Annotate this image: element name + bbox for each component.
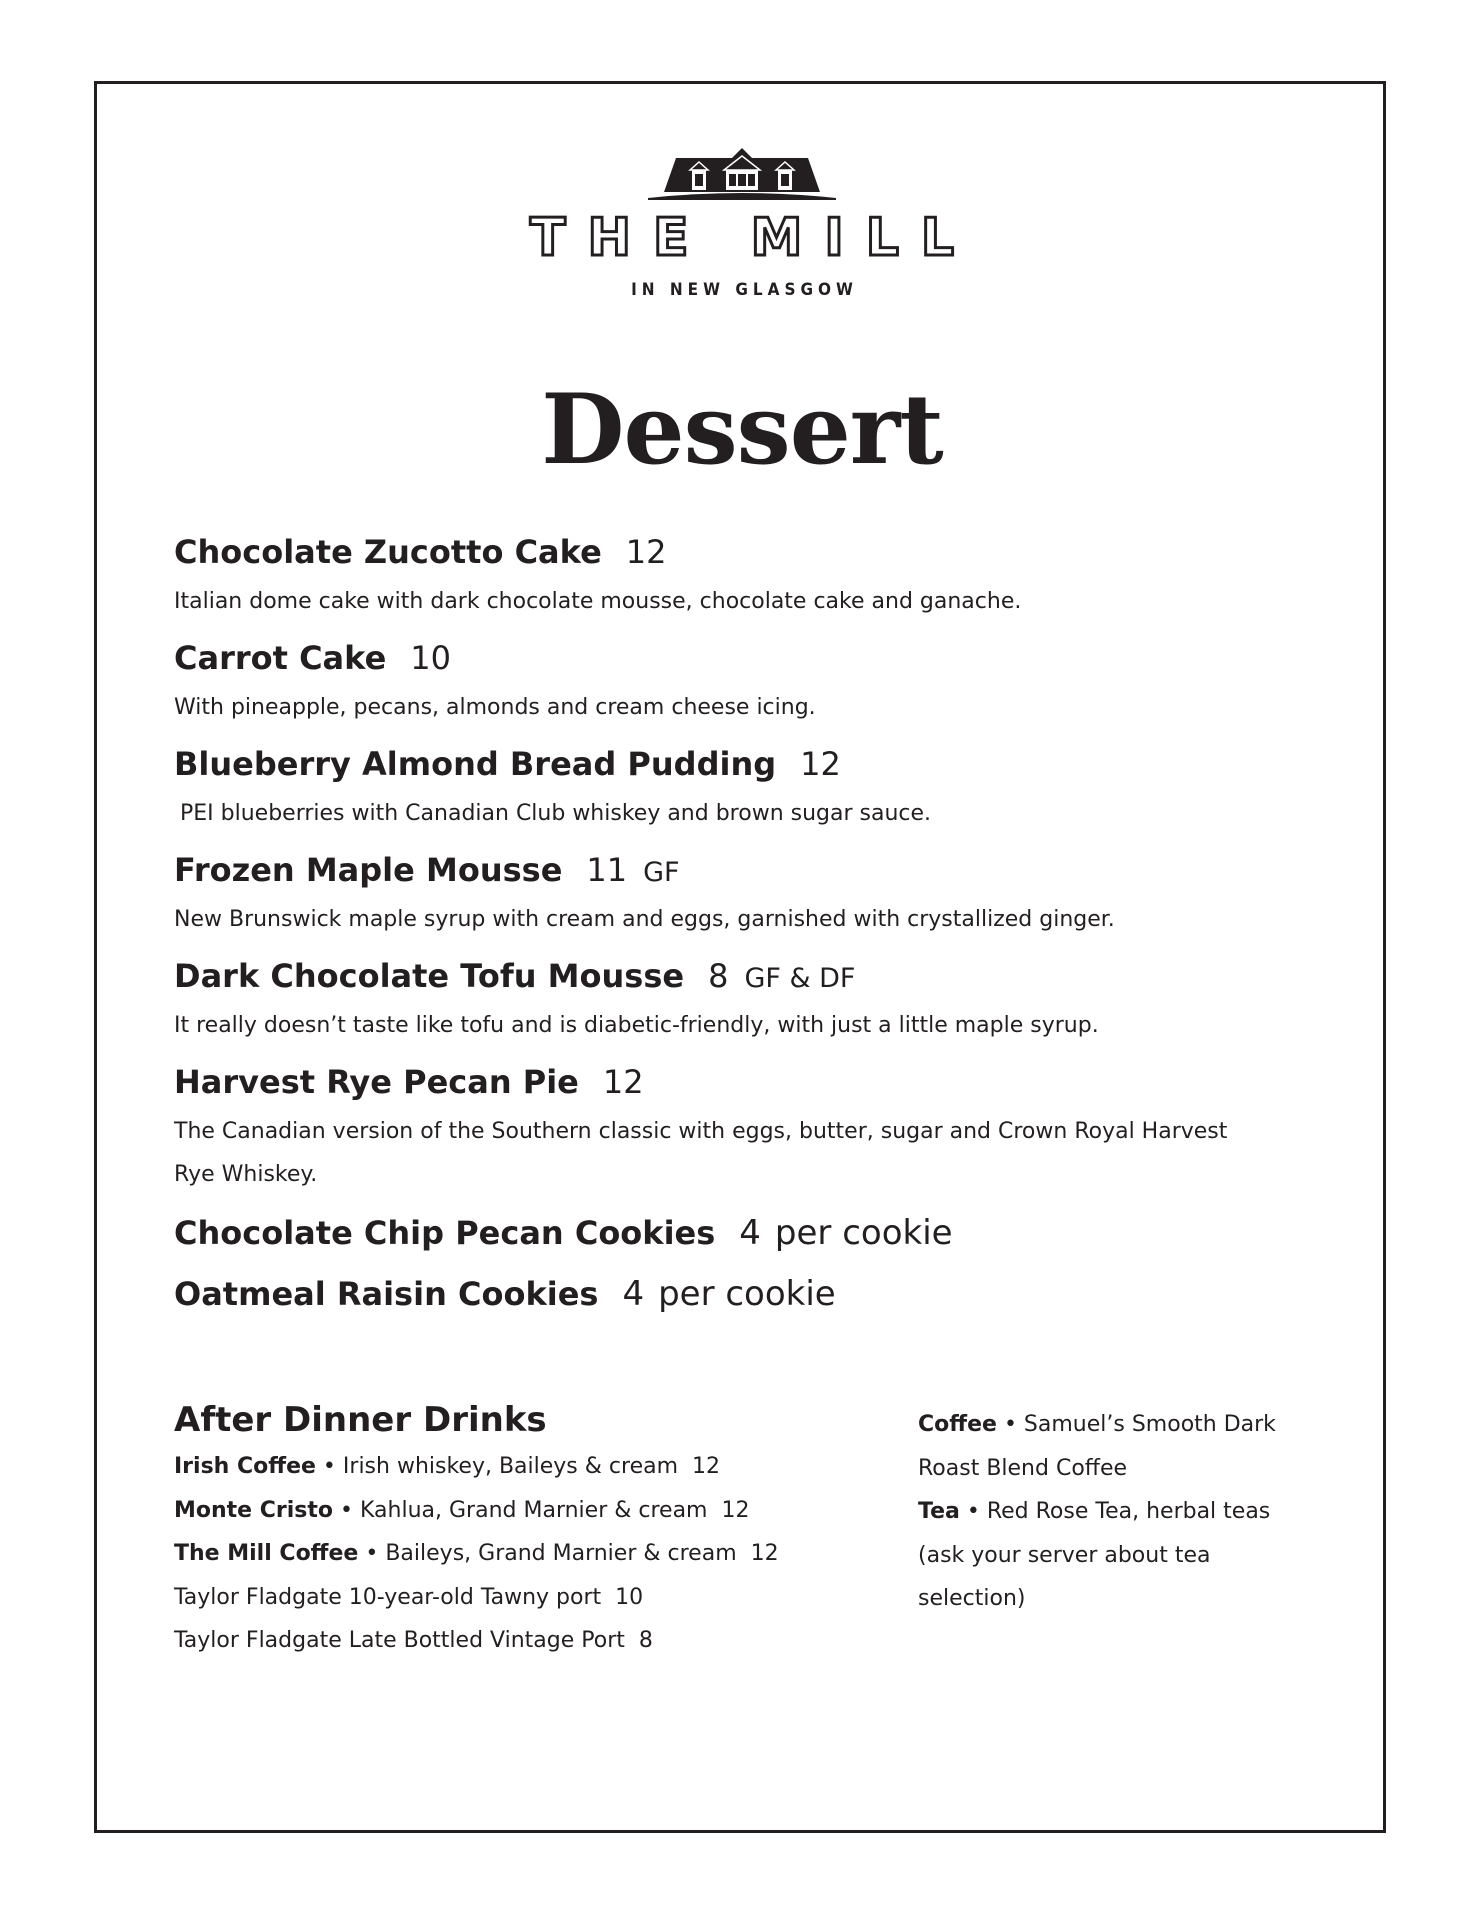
page-title: Dessert [541, 373, 943, 486]
extras-line: Roast Blend Coffee [918, 1455, 1128, 1481]
brand-name: THE MILL [530, 208, 976, 268]
extras-line: selection) [918, 1586, 1026, 1611]
dessert-description: The Canadian version of the Southern classic with eggs, butter, sugar and Crown Royal Harvest Rye Whiskey. [174, 1119, 1228, 1187]
extras-line: (ask your server about tea [918, 1542, 1211, 1568]
port-price: 10 [615, 1584, 644, 1610]
dessert-name: Frozen Maple Mousse [174, 851, 563, 889]
extras-line [918, 1403, 1338, 1447]
port-name: Taylor Fladgate Late Bottled Vintage Port [174, 1628, 625, 1653]
dessert-name: Dark Chocolate Tofu Mousse [174, 957, 685, 995]
dessert-item [174, 1054, 1274, 1196]
dessert-description: Italian dome cake with dark chocolate mousse, chocolate cake and ganache. [174, 589, 1022, 614]
brand-logo [0, 148, 1484, 300]
dessert-description: It really doesn’t taste like tofu and is diabetic-friendly, with just a little maple syrup. [174, 1013, 1099, 1038]
cookie-item [174, 1264, 1274, 1325]
cookie-unit: per cookie [658, 1274, 836, 1314]
drink-description: Irish whiskey, Baileys & cream [342, 1454, 679, 1479]
port-name: Taylor Fladgate 10-year-old Tawny port [174, 1584, 602, 1610]
cookie-name: Chocolate Chip Pecan Cookies [174, 1214, 716, 1252]
extra-name: Coffee [918, 1412, 997, 1437]
dessert-price: 12 [800, 745, 841, 783]
separator-dot: • [365, 1541, 379, 1566]
dessert-list [174, 524, 1274, 1325]
dessert-price: 8 [708, 957, 729, 995]
dessert-price: 11 [586, 851, 628, 889]
extras-line [918, 1490, 1338, 1534]
extra-description: Red Rose Tea, herbal teas [986, 1499, 1271, 1524]
after-dinner-drinks [174, 1395, 894, 1663]
drink-name: Monte Cristo [174, 1497, 334, 1523]
dessert-name: Blueberry Almond Bread Pudding [174, 745, 777, 783]
drink-description: Kahlua, Grand Marnier & cream [360, 1497, 708, 1523]
drink-description: Baileys, Grand Marnier & cream [385, 1541, 737, 1566]
separator-dot: • [1003, 1412, 1017, 1437]
coffee-tea-list [918, 1403, 1338, 1621]
separator-dot: • [966, 1499, 980, 1524]
dessert-description: With pineapple, pecans, almonds and cream cheese icing. [174, 695, 816, 720]
mill-building-icon [642, 148, 842, 202]
dessert-name: Chocolate Zucotto Cake [174, 533, 602, 571]
cookie-unit: per cookie [774, 1213, 953, 1253]
dessert-description: PEI blueberries with Canadian Club whiskey and brown sugar sauce. [180, 801, 932, 826]
dessert-name: Harvest Rye Pecan Pie [174, 1063, 579, 1101]
cookie-price: 4 [622, 1274, 645, 1314]
drink-price: 12 [750, 1541, 779, 1566]
port-item [174, 1576, 894, 1620]
dessert-name: Carrot Cake [174, 639, 387, 677]
drink-item [174, 1532, 894, 1576]
drink-item [174, 1445, 894, 1489]
dessert-item [174, 948, 1274, 1047]
separator-dot: • [340, 1497, 354, 1523]
dessert-item [174, 524, 1274, 623]
dietary-tag: GF & DF [744, 963, 856, 994]
cookie-price: 4 [739, 1213, 761, 1253]
drink-item [174, 1489, 894, 1533]
dessert-price: 12 [602, 1063, 644, 1101]
dessert-item [174, 842, 1274, 941]
cookie-name: Oatmeal Raisin Cookies [174, 1275, 599, 1313]
dessert-price: 12 [625, 533, 667, 571]
dessert-price: 10 [410, 639, 451, 677]
brand-location: IN NEW GLASGOW [631, 280, 858, 300]
port-item [174, 1619, 894, 1663]
drink-price: 12 [692, 1454, 721, 1479]
drink-price: 12 [721, 1497, 750, 1523]
dessert-item [174, 630, 1274, 729]
extra-name: Tea [918, 1499, 960, 1524]
drink-name: Irish Coffee [174, 1454, 316, 1479]
separator-dot: • [322, 1454, 336, 1479]
drink-name: The Mill Coffee [174, 1541, 359, 1566]
drinks-heading: After Dinner Drinks [174, 1400, 547, 1440]
dessert-description: New Brunswick maple syrup with cream and eggs, garnished with crystallized ginger. [174, 907, 1115, 932]
port-price: 8 [638, 1628, 653, 1653]
extra-description: Samuel’s Smooth Dark [1023, 1412, 1276, 1437]
dessert-item [174, 736, 1274, 835]
cookie-item [174, 1203, 1274, 1264]
dietary-tag: GF [643, 857, 680, 888]
